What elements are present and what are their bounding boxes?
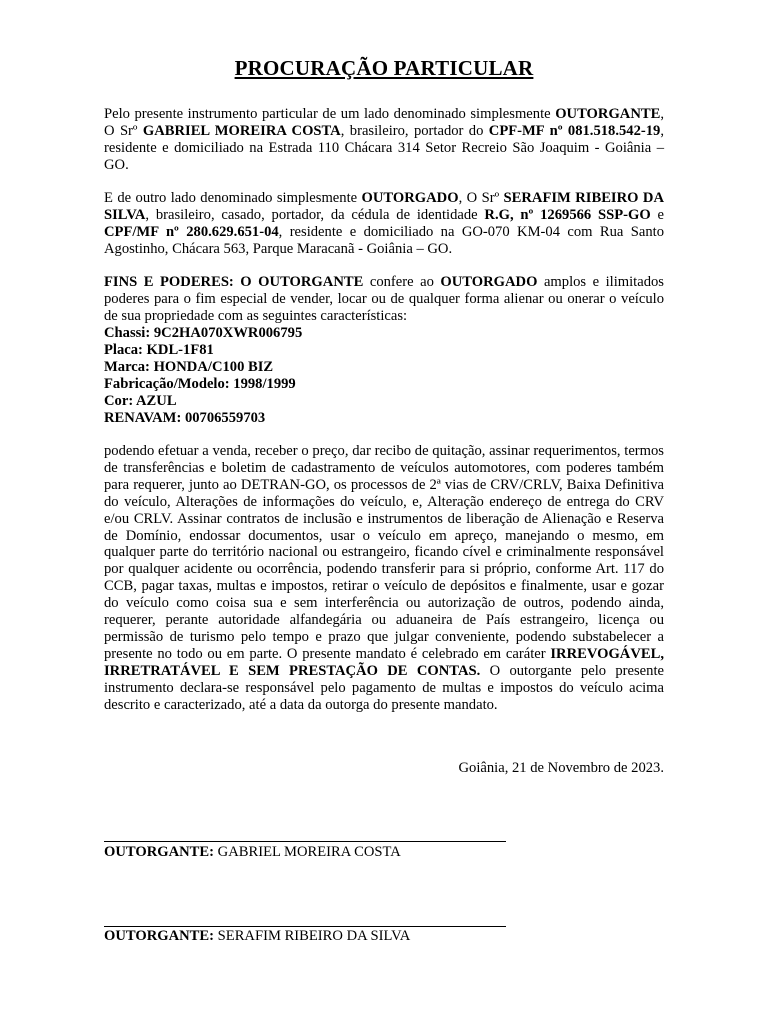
vehicle-cor: Cor: AZUL bbox=[104, 392, 177, 409]
text: confere ao bbox=[363, 274, 441, 290]
signature-line bbox=[104, 926, 506, 927]
outorgado-name: SERAFIM RIBEIRO DA SILVA bbox=[104, 190, 664, 223]
irrevocable-clause: IRREVOGÁVEL, IRRETRATÁVEL E SEM PRESTAÇÃO DE CONTAS. bbox=[104, 645, 664, 679]
outorgado-label: OUTORGADO bbox=[440, 274, 538, 290]
text: e bbox=[650, 206, 664, 223]
vehicle-marca: Marca: HONDA/C100 BIZ bbox=[104, 358, 274, 375]
document-title: PROCURAÇÃO PARTICULAR bbox=[234, 56, 534, 80]
text: E de outro lado denominado simplesmente bbox=[104, 190, 362, 206]
vehicle-fabricacao: Fabricação/Modelo: 1998/1999 bbox=[104, 375, 296, 392]
place-date: Goiânia, 21 de Novembro de 2023. bbox=[458, 760, 664, 776]
text: , brasileiro, casado, portador, da cédula de identidade bbox=[145, 206, 485, 223]
text: O outorgante pelo presente instrumento declara-se responsável pelo pagamento de multas e impostos do veículo acima descrito e caracterizado, até a data da outorga do presente mandato. bbox=[104, 662, 664, 713]
outorgado-rg: R.G, nº 1269566 SSP-GO bbox=[484, 206, 651, 223]
vehicle-placa: Placa: KDL-1F81 bbox=[104, 341, 214, 358]
outorgante-name: GABRIEL MOREIRA COSTA bbox=[142, 122, 341, 139]
text: , residente e domiciliado na Estrada 110 Chácara 314 Setor Recreio São Joaquim - Goiânia – GO. bbox=[104, 122, 664, 173]
outorgado-cpf: CPF/MF nº 280.629.651-04 bbox=[104, 223, 279, 240]
text: , brasileiro, portador do bbox=[340, 122, 489, 139]
outorgante-label: OUTORGANTE bbox=[555, 106, 661, 122]
outorgante-paragraph bbox=[104, 106, 664, 174]
vehicle-details bbox=[104, 325, 664, 426]
signature-name: SERAFIM RIBEIRO DA SILVA bbox=[214, 928, 411, 944]
text: , residente e domiciliado na GO-070 KM-04 com Rua Santo Agostinho, Chácara 563, Parque Maracanã - Goiânia – GO. bbox=[104, 223, 664, 257]
vehicle-chassi: Chassi: 9C2HA070XWR006795 bbox=[104, 325, 303, 341]
outorgante-cpf: CPF-MF nº 081.518.542-19 bbox=[488, 122, 661, 139]
signature-role: OUTORGANTE: bbox=[104, 844, 215, 860]
powers-detail-paragraph bbox=[104, 443, 664, 714]
text: , O Srº bbox=[104, 106, 664, 139]
signature-line bbox=[104, 841, 506, 842]
vehicle-renavam: RENAVAM: 00706559703 bbox=[104, 409, 266, 426]
signature-block bbox=[104, 928, 410, 945]
outorgado-label: OUTORGADO bbox=[361, 190, 459, 206]
outorgado-paragraph bbox=[104, 190, 664, 258]
signature-role: OUTORGANTE: bbox=[104, 928, 215, 944]
text: amplos e ilimitados poderes para o fim especial de vender, locar ou de qualquer forma alienar ou onerar o veículo de sua propriedade com as seguintes características: bbox=[104, 274, 664, 324]
text: Pelo presente instrumento particular de um lado denominado simplesmente bbox=[104, 106, 556, 122]
signature-name: GABRIEL MOREIRA COSTA bbox=[214, 844, 401, 860]
powers-paragraph bbox=[104, 274, 664, 325]
signature-block bbox=[104, 844, 401, 861]
text: , O Srº bbox=[458, 190, 504, 206]
powers-heading: FINS E PODERES: O OUTORGANTE bbox=[104, 274, 364, 290]
text: podendo efetuar a venda, receber o preço, dar recibo de quitação, assinar requerimentos, termos de transferências e boletim de cadastramento de veículos automotores, com poderes também para requerer, junto ao DETRAN-GO, os processos de 2ª vias de CRV/CRLV, Baixa Definitiva do veículo, Alterações de informações do veículo, e, Alteração endereço de entrega do CRV e/ou CRLV. Assinar contratos de inclusão e instrumentos de liberação de Alienação e Reserva de Domínio, endossar documentos, usar o veículo em apreço, manejando o mesmo, em qualquer parte do território nacional ou estrangeiro, ficando cível e criminalmente responsável por qualquer acidente ou ocorrência, podendo transferir para si próprio, conforme Art. 117 do CCB, pagar taxas, multas e impostos, retirar o veículo de depósitos e finalmente, usar e gozar do veículo como coisa sua e sem interferência ou autorização de outros, podendo ainda, requerer, perante autoridade alfandegária ou aduaneira de País estrangeiro, licença ou permissão de turismo pelo tempo e prazo que julgar conveniente, podendo substabelecer a presente no todo ou em parte. O presente mandato é celebrado em caráter bbox=[104, 443, 664, 662]
